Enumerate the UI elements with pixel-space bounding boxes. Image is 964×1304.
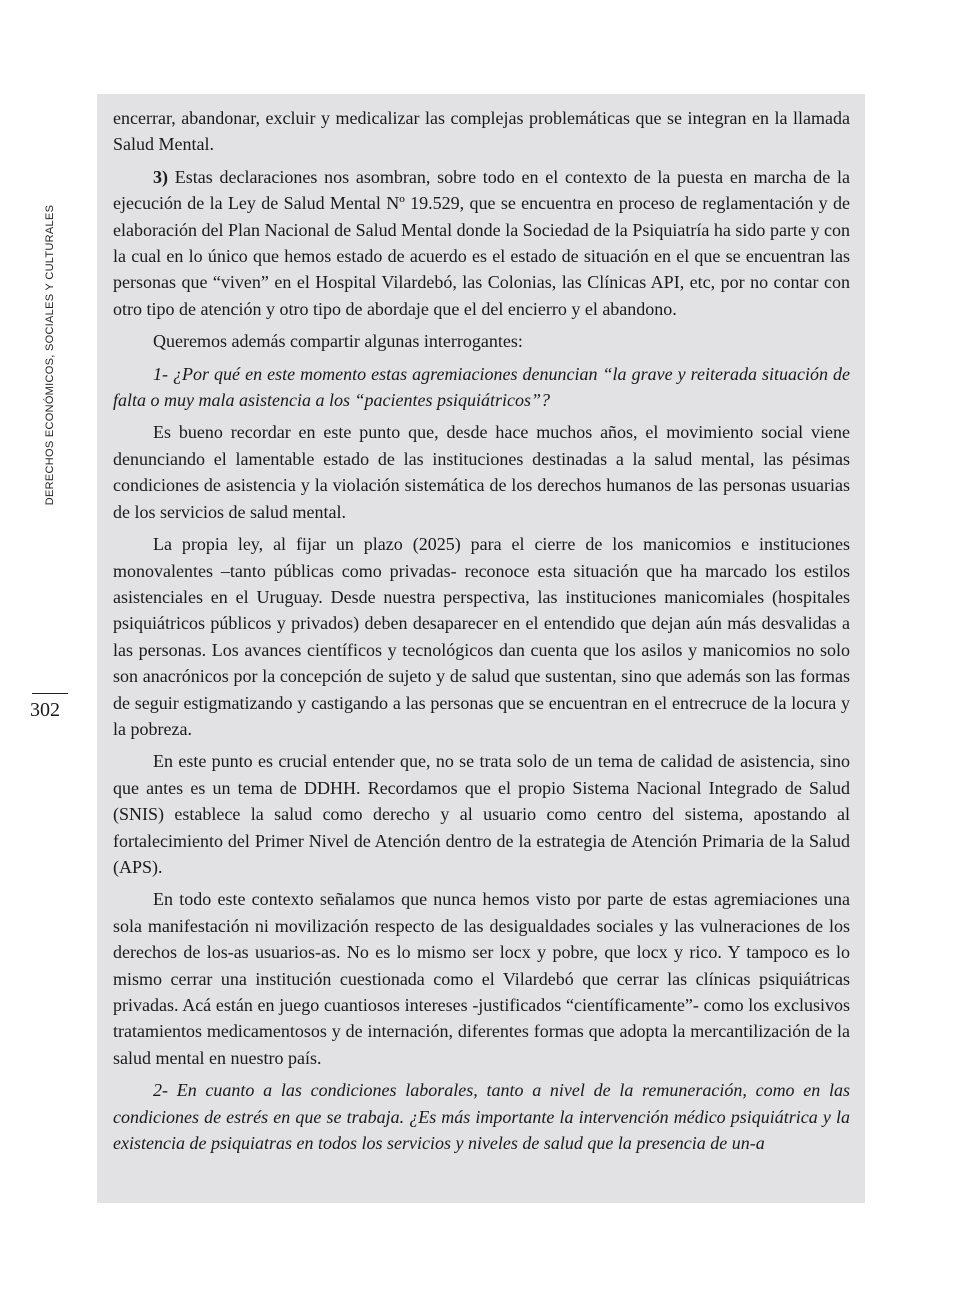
paragraph-questions-intro: Queremos además compartir algunas interrogantes: <box>153 331 523 352</box>
paragraph-3 <box>113 164 850 322</box>
paragraph-inequalities: En todo este contexto señalamos que nunca hemos visto por parte de estas agremiaciones una sola manifestación ni movilización respecto de las desigualdades sociales y las vulneraciones de los derechos de los-as usuarios-as. No es lo mismo ser locx y pobre, que locx y rico. Y tampoco es lo mismo cerrar una institución cuestionada como el Vilardebó que cerrar las clínicas psiquiátricas privadas. Acá están en juego cuantiosos intereses -justificados “científicamente”- como los exclusivos tratamientos medicamentosos y de internación, diferentes formas que adopta la mercantilización de la salud mental en nuestro país. <box>113 889 850 1068</box>
paragraph-law-deadline: La propia ley, al fijar un plazo (2025) para el cierre de los manicomios e instituciones monovalentes –tanto públicas como privadas- reconoce esta situación que ha marcado los estilos asistenciales en el Uruguay. Desde nuestra perspectiva, las instituciones manicomiales (hospitales psiquiátricos públicos y privados) deben desaparecer en el entendido que dejan aún más desvalidas a las personas. Los avances científicos y tecnológicos dan cuenta que los asilos y manicomios no solo son anacrónicos por la concepción de sujeto y de salud que sustentan, sino que además son las formas de seguir estigmatizando y castigando a las personas que se encuentran en el entrecruce de la locura y la pobreza. <box>113 534 850 739</box>
running-title <box>38 200 62 510</box>
paragraph-number: 3) <box>153 166 168 187</box>
paragraph-social-movement: Es bueno recordar en este punto que, desde hace muchos años, el movimiento social viene denunciando el lamentable estado de las instituciones destinadas a la salud mental, las pésimas condiciones de asistencia y la violación sistemática de los derechos humanos de las personas usuarias de los servicios de salud mental. <box>113 422 850 522</box>
question-2: 2- En cuanto a las condiciones laborales, tanto a nivel de la remuneración, como en las condiciones de estrés en que se trabaja. ¿Es más importante la intervención médico psiquiátrica y la existencia de psiquiatras en todos los servicios y niveles de salud que la presencia de un-a <box>113 1080 850 1154</box>
text-panel <box>97 94 865 1203</box>
page-number-rule <box>32 693 68 694</box>
paragraph-continuation: encerrar, abandonar, excluir y medicalizar las complejas problemáticas que se integran en la llamada Salud Mental. <box>113 108 850 155</box>
paragraph-3-text: Estas declaraciones nos asombran, sobre todo en el contexto de la puesta en marcha de la ejecución de la Ley de Salud Mental Nº 19.529, que se encuentra en proceso de reglamentación y de elaboración del Plan Nacional de Salud Mental donde la Sociedad de la Psiquiatría ha sido parte y con la cual en lo único que hemos estado de acuerdo es el estado de situación en el que se encuentran las personas que “viven” en el Hospital Vilardebó, las Colonias, las Clínicas API, etc, por no contar con otro tipo de atención y otro tipo de abordaje que el del encierro y el abandono. <box>113 166 850 319</box>
paragraph-human-rights: En este punto es crucial entender que, no se trata solo de un tema de calidad de asistencia, sino que antes es un tema de DDHH. Recordamos que el propio Sistema Nacional Integrado de Salud (SNIS) establece la salud como derecho y al usuario como centro del sistema, apostando al fortalecimiento del Primer Nivel de Atención dentro de la estrategia de Atención Primaria de la Salud (APS). <box>113 751 850 877</box>
running-title-text: DERECHOS ECONÓMICOS, SOCIALES Y CULTURALES <box>44 204 56 506</box>
question-1: 1- ¿Por qué en este momento estas agremiaciones denuncian “la grave y reiterada situación de falta o muy mala asistencia a los “pacientes psiquiátricos”? <box>113 363 850 411</box>
page-number: 302 <box>30 699 60 721</box>
